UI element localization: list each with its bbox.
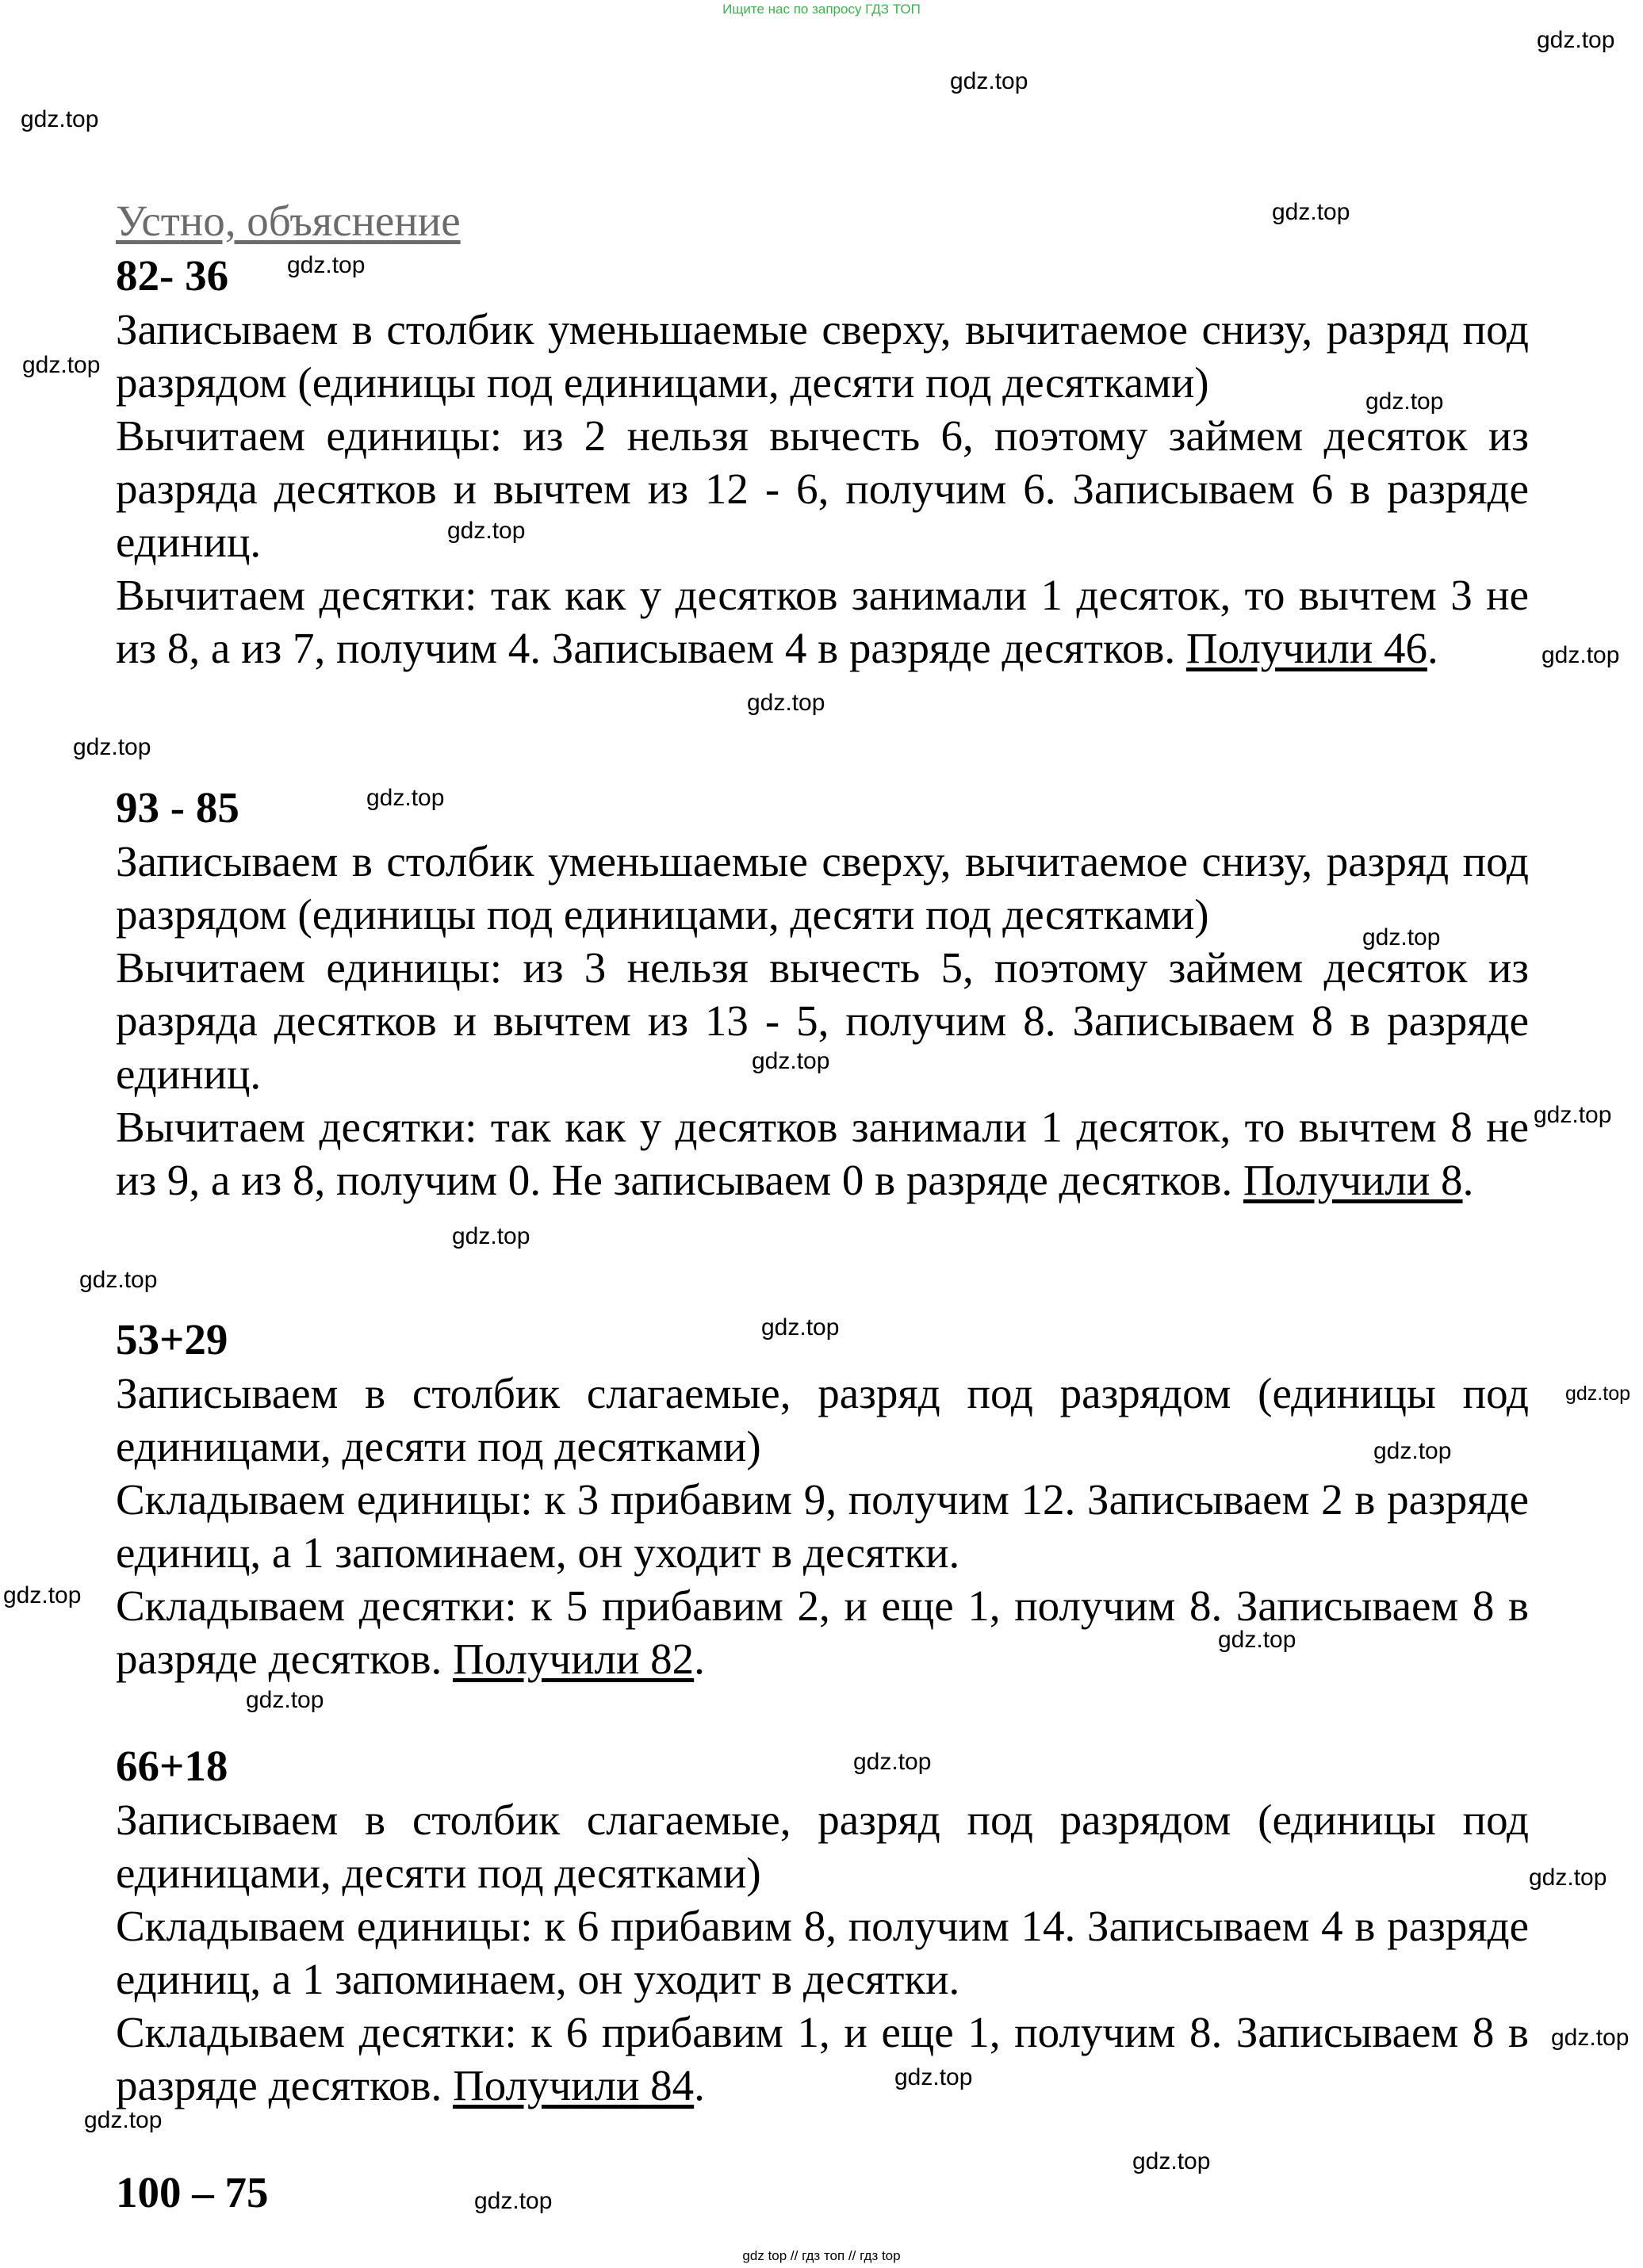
problem-paragraph: Складываем десятки: к 6 прибавим 1, и еще 1, получим 8. Записываем 8 в разряде десятков. Получили 84. — [116, 2008, 1529, 2109]
bottom-banner: gdz top // гдз топ // гдз top — [742, 2248, 901, 2263]
watermark: gdz.top — [79, 1267, 158, 1293]
problem-paragraph: Записываем в столбик уменьшаемые сверху, вычитаемое снизу, разряд под разрядом (единицы под единицами, десяти под десятками) — [116, 837, 1529, 939]
problem-paragraph: Вычитаем десятки: так как у десятков занимали 1 десяток, то вычтем 8 не из 9, а из 8, получим 0. Не записываем 0 в разряде десятков. Получили 8. — [116, 1103, 1529, 1204]
problem-heading: 100 – 75 — [116, 2168, 269, 2216]
watermark: gdz.top — [1218, 1627, 1296, 1653]
problem-paragraph: Записываем в столбик уменьшаемые сверху, вычитаемое снизу, разряд под разрядом (единицы под единицами, десяти под десятками) — [116, 305, 1529, 407]
watermark: gdz.top — [1529, 1865, 1607, 1891]
watermark: gdz.top — [950, 68, 1028, 94]
paragraph-text: Вычитаем десятки: так как у десятков занимали 1 десяток, то вычтем 8 не из 9, а из 8, получим 0. Не записываем 0 в разряде десятков. — [116, 1103, 1529, 1204]
watermark: gdz.top — [287, 252, 366, 278]
watermark: gdz.top — [1362, 924, 1441, 950]
watermark: gdz.top — [21, 106, 99, 132]
problem-result: Получили 8 — [1243, 1156, 1463, 1204]
watermark: gdz.top — [1365, 388, 1444, 415]
watermark: gdz.top — [73, 734, 151, 760]
problem-heading: 93 - 85 — [116, 783, 239, 832]
watermark: gdz.top — [1542, 642, 1620, 668]
problem-heading: 82- 36 — [116, 251, 229, 300]
watermark: gdz.top — [1551, 2025, 1630, 2051]
watermark: gdz.top — [747, 690, 825, 716]
watermark: gdz.top — [1534, 1102, 1612, 1128]
section-subtitle: Устно, объяснение — [116, 197, 461, 245]
top-banner: Ищите нас по запросу ГДЗ ТОП — [722, 2, 921, 17]
paragraph-text: Складываем десятки: к 6 прибавим 1, и еще 1, получим 8. Записываем 8 в разряде десятков. — [116, 2008, 1529, 2109]
problem-heading: 53+29 — [116, 1315, 228, 1363]
watermark: gdz.top — [3, 1582, 82, 1608]
paragraph-text: Вычитаем десятки: так как у десятков занимали 1 десяток, то вычтем 3 не из 8, а из 7, получим 4. Записываем 4 в разряде десятков. — [116, 571, 1529, 672]
problem-result: Получили 46 — [1185, 624, 1428, 672]
problem-result: Получили 82 — [453, 1635, 695, 1683]
problem-paragraph: Вычитаем десятки: так как у десятков занимали 1 десяток, то вычтем 3 не из 8, а из 7, получим 4. Записываем 4 в разряде десятков. Получили 46. — [116, 571, 1529, 672]
watermark: gdz.top — [366, 785, 445, 811]
watermark: gdz.top — [1373, 1438, 1452, 1464]
watermark: gdz.top — [474, 2188, 553, 2214]
watermark: gdz.top — [761, 1314, 840, 1341]
watermark: gdz.top — [447, 518, 526, 544]
watermark: gdz.top — [1132, 2148, 1211, 2174]
watermark: gdz.top — [752, 1048, 830, 1074]
watermark: gdz.top — [1537, 27, 1615, 53]
watermark: gdz.top — [1565, 1383, 1631, 1405]
problem-paragraph: Записываем в столбик слагаемые, разряд под разрядом (единицы под единицами, десяти под десятками) — [116, 1796, 1529, 1897]
watermark: gdz.top — [84, 2107, 163, 2133]
problem-heading: 66+18 — [116, 1742, 228, 1790]
watermark: gdz.top — [1272, 199, 1350, 225]
problem-paragraph: Складываем единицы: к 6 прибавим 8, получим 14. Записываем 4 в разряде единиц, а 1 запоминаем, он уходит в десятки. — [116, 1902, 1529, 2003]
problem-paragraph: Записываем в столбик слагаемые, разряд под разрядом (единицы под единицами, десяти под десятками) — [116, 1369, 1529, 1471]
watermark: gdz.top — [452, 1223, 530, 1249]
problem-result: Получили 84 — [453, 2061, 695, 2109]
problem-paragraph: Вычитаем единицы: из 3 нельзя вычесть 5, поэтому займем десяток из разряда десятков и вычтем из 13 - 5, получим 8. Записываем 8 в разряде единиц. — [116, 943, 1529, 1098]
problem-paragraph: Вычитаем единицы: из 2 нельзя вычесть 6, поэтому займем десяток из разряда десятков и вычтем из 12 - 6, получим 6. Записываем 6 в разряде единиц. — [116, 411, 1529, 566]
problem-paragraph: Складываем единицы: к 3 прибавим 9, получим 12. Записываем 2 в разряде единиц, а 1 запоминаем, он уходит в десятки. — [116, 1475, 1529, 1577]
watermark: gdz.top — [894, 2064, 973, 2090]
watermark: gdz.top — [22, 352, 101, 378]
paragraph-text: Складываем десятки: к 5 прибавим 2, и еще 1, получим 8. Записываем 8 в разряде десятков. — [116, 1581, 1529, 1683]
watermark: gdz.top — [246, 1687, 324, 1713]
watermark: gdz.top — [853, 1749, 932, 1775]
problem-paragraph: Складываем десятки: к 5 прибавим 2, и еще 1, получим 8. Записываем 8 в разряде десятков. Получили 82. — [116, 1581, 1529, 1683]
